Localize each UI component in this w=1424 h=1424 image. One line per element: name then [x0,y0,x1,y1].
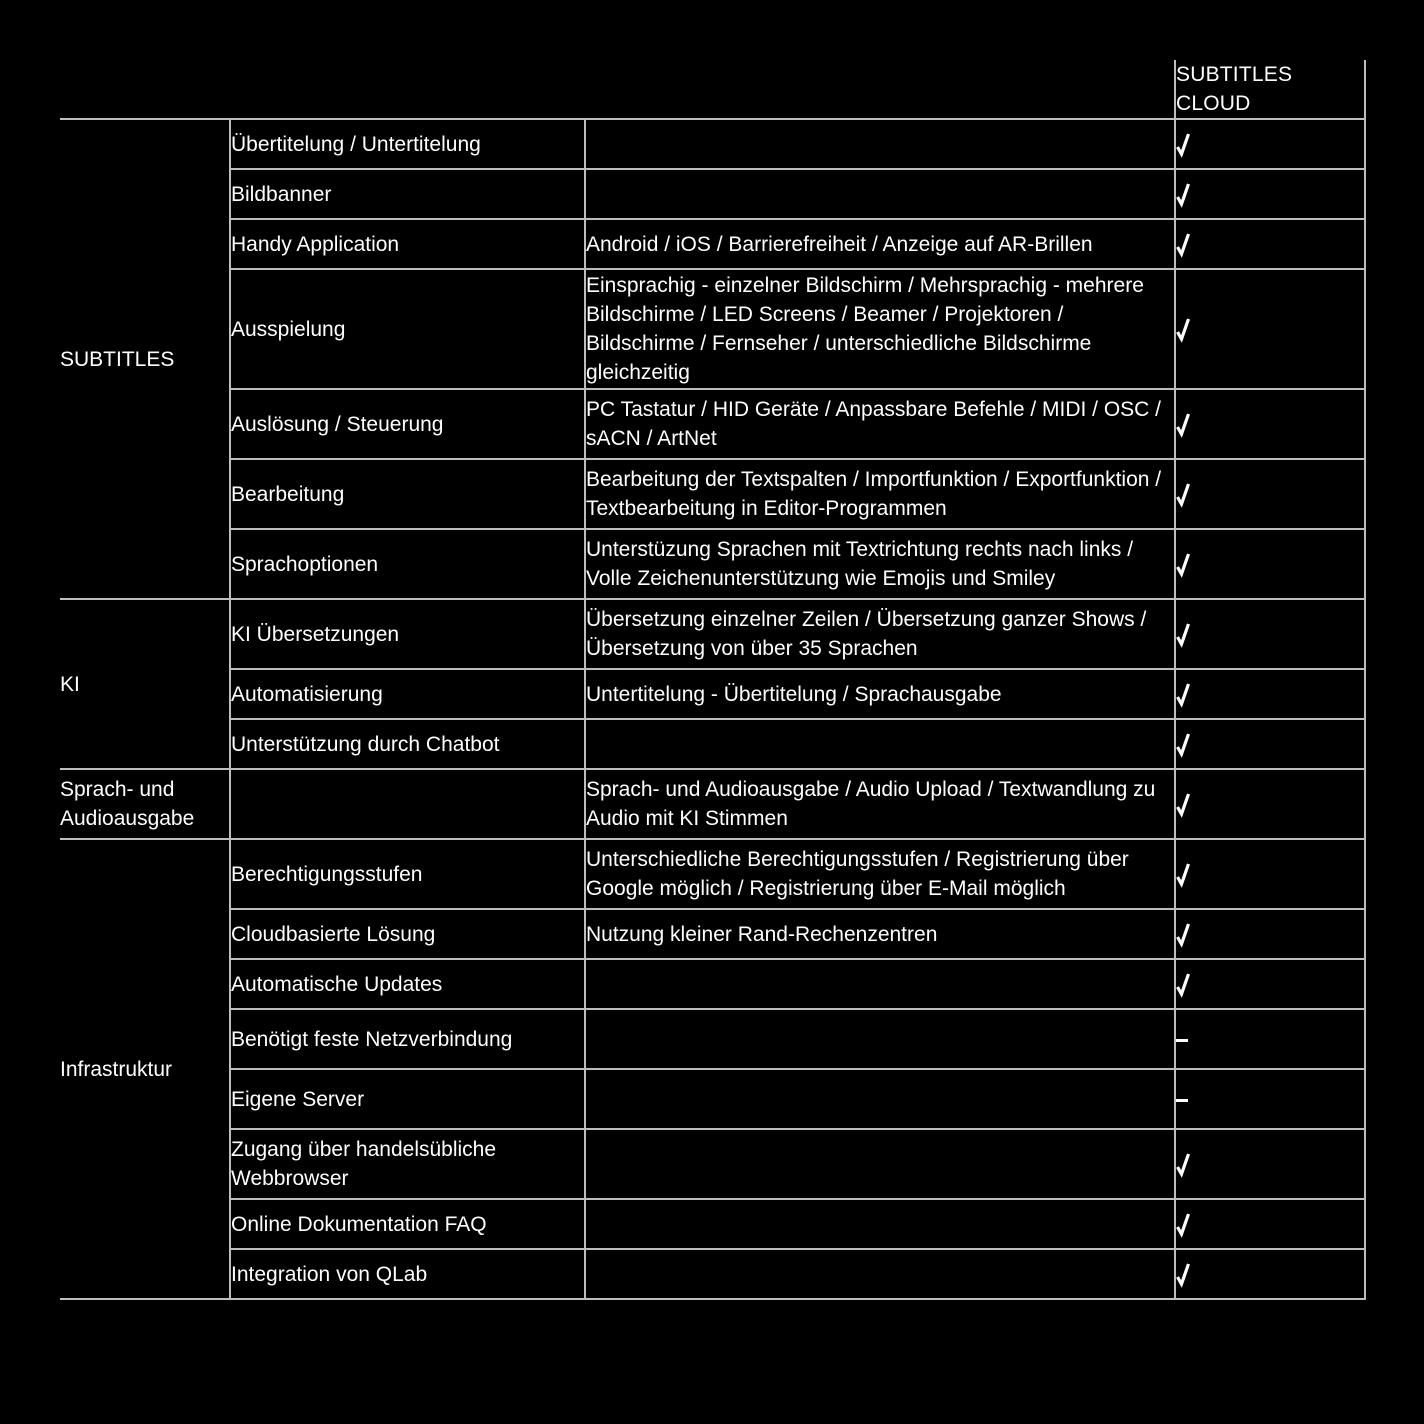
check-icon [1176,922,1190,948]
feature-name: Automatisierung [230,669,585,719]
availability-cell [1175,669,1365,719]
header-spacer [60,60,1175,119]
feature-description: Unterschiedliche Berechtigungsstufen / Registrierung über Google möglich / Registrierung über E-Mail möglich [585,839,1175,909]
dash-icon [1176,1039,1188,1042]
table-row [60,839,1365,909]
availability-cell [1175,599,1365,669]
availability-cell [1175,769,1365,839]
table-row [60,119,1365,169]
feature-name: Bearbeitung [230,459,585,529]
check-icon [1176,792,1190,818]
category-subtitles: SUBTITLES [60,119,230,599]
feature-description [585,169,1175,219]
table-row [60,219,1365,269]
feature-description [585,1069,1175,1129]
check-icon [1176,132,1190,158]
feature-description [585,1249,1175,1299]
table-row [60,1199,1365,1249]
feature-name: Auslösung / Steuerung [230,389,585,459]
category-audio: Sprach- und Audioausgabe [60,769,230,839]
feature-name: Ausspielung [230,269,585,389]
availability-cell [1175,959,1365,1009]
table-row [60,1129,1365,1199]
check-icon [1176,1152,1190,1178]
feature-name: Handy Application [230,219,585,269]
table-row [60,1249,1365,1299]
check-icon [1176,182,1190,208]
check-icon [1176,412,1190,438]
product-column-header: SUBTITLES CLOUD [1175,60,1365,119]
table-row [60,909,1365,959]
feature-description: PC Tastatur / HID Geräte / Anpassbare Befehle / MIDI / OSC / sACN / ArtNet [585,389,1175,459]
check-icon [1176,972,1190,998]
availability-cell [1175,119,1365,169]
feature-name: Eigene Server [230,1069,585,1129]
availability-cell [1175,1249,1365,1299]
check-icon [1176,622,1190,648]
header-row [60,60,1365,119]
feature-name: Integration von QLab [230,1249,585,1299]
check-icon [1176,682,1190,708]
availability-cell [1175,269,1365,389]
table-row [60,719,1365,769]
feature-name: Automatische Updates [230,959,585,1009]
availability-cell [1175,219,1365,269]
table-row [60,959,1365,1009]
availability-cell [1175,529,1365,599]
availability-cell [1175,1069,1365,1129]
availability-cell [1175,839,1365,909]
feature-name: KI Übersetzungen [230,599,585,669]
availability-cell [1175,389,1365,459]
feature-description [585,959,1175,1009]
feature-description: Einsprachig - einzelner Bildschirm / Mehrsprachig - mehrere Bildschirme / LED Screens / Beamer / Projektoren / Bildschirme / Fernseher / unterschiedliche Bildschirme gleichzeitig [585,269,1175,389]
feature-name: Benötigt feste Netzverbindung [230,1009,585,1069]
feature-description: Sprach- und Audioausgabe / Audio Upload / Textwandlung zu Audio mit KI Stimmen [585,769,1175,839]
check-icon [1176,1212,1190,1238]
feature-description [585,1129,1175,1199]
table-row [60,529,1365,599]
dash-icon [1176,1099,1188,1102]
category-ki: KI [60,599,230,769]
availability-cell [1175,719,1365,769]
availability-cell [1175,1129,1365,1199]
feature-description [585,719,1175,769]
table-row [60,669,1365,719]
feature-description: Bearbeitung der Textspalten / Importfunktion / Exportfunktion / Textbearbeitung in Editor-Programmen [585,459,1175,529]
check-icon [1176,732,1190,758]
availability-cell [1175,169,1365,219]
availability-cell [1175,909,1365,959]
feature-comparison-table [60,60,1366,1300]
feature-name: Zugang über handelsübliche Webbrowser [230,1129,585,1199]
feature-name: Cloudbasierte Lösung [230,909,585,959]
availability-cell [1175,459,1365,529]
feature-name: Berechtigungsstufen [230,839,585,909]
check-icon [1176,862,1190,888]
table-row [60,459,1365,529]
feature-name: Online Dokumentation FAQ [230,1199,585,1249]
feature-name: Sprachoptionen [230,529,585,599]
table-row [60,1069,1365,1129]
feature-description [585,1009,1175,1069]
table-row [60,389,1365,459]
feature-description: Übersetzung einzelner Zeilen / Übersetzung ganzer Shows / Übersetzung von über 35 Sprachen [585,599,1175,669]
check-icon [1176,552,1190,578]
feature-description: Android / iOS / Barrierefreiheit / Anzeige auf AR-Brillen [585,219,1175,269]
table-row [60,169,1365,219]
category-infrastruktur: Infrastruktur [60,839,230,1299]
check-icon [1176,482,1190,508]
feature-name: Unterstützung durch Chatbot [230,719,585,769]
feature-name: Übertitelung / Untertitelung [230,119,585,169]
feature-description [585,1199,1175,1249]
feature-name: Bildbanner [230,169,585,219]
availability-cell [1175,1199,1365,1249]
table-row [60,269,1365,389]
table-row [60,769,1365,839]
check-icon [1176,1262,1190,1288]
feature-description: Untertitelung - Übertitelung / Sprachausgabe [585,669,1175,719]
table-row [60,1009,1365,1069]
feature-description: Unterstüzung Sprachen mit Textrichtung rechts nach links / Volle Zeichenunterstützung wie Emojis und Smiley [585,529,1175,599]
availability-cell [1175,1009,1365,1069]
feature-name [230,769,585,839]
feature-description [585,119,1175,169]
check-icon [1176,317,1190,343]
table-row [60,599,1365,669]
check-icon [1176,232,1190,258]
feature-description: Nutzung kleiner Rand-Rechenzentren [585,909,1175,959]
